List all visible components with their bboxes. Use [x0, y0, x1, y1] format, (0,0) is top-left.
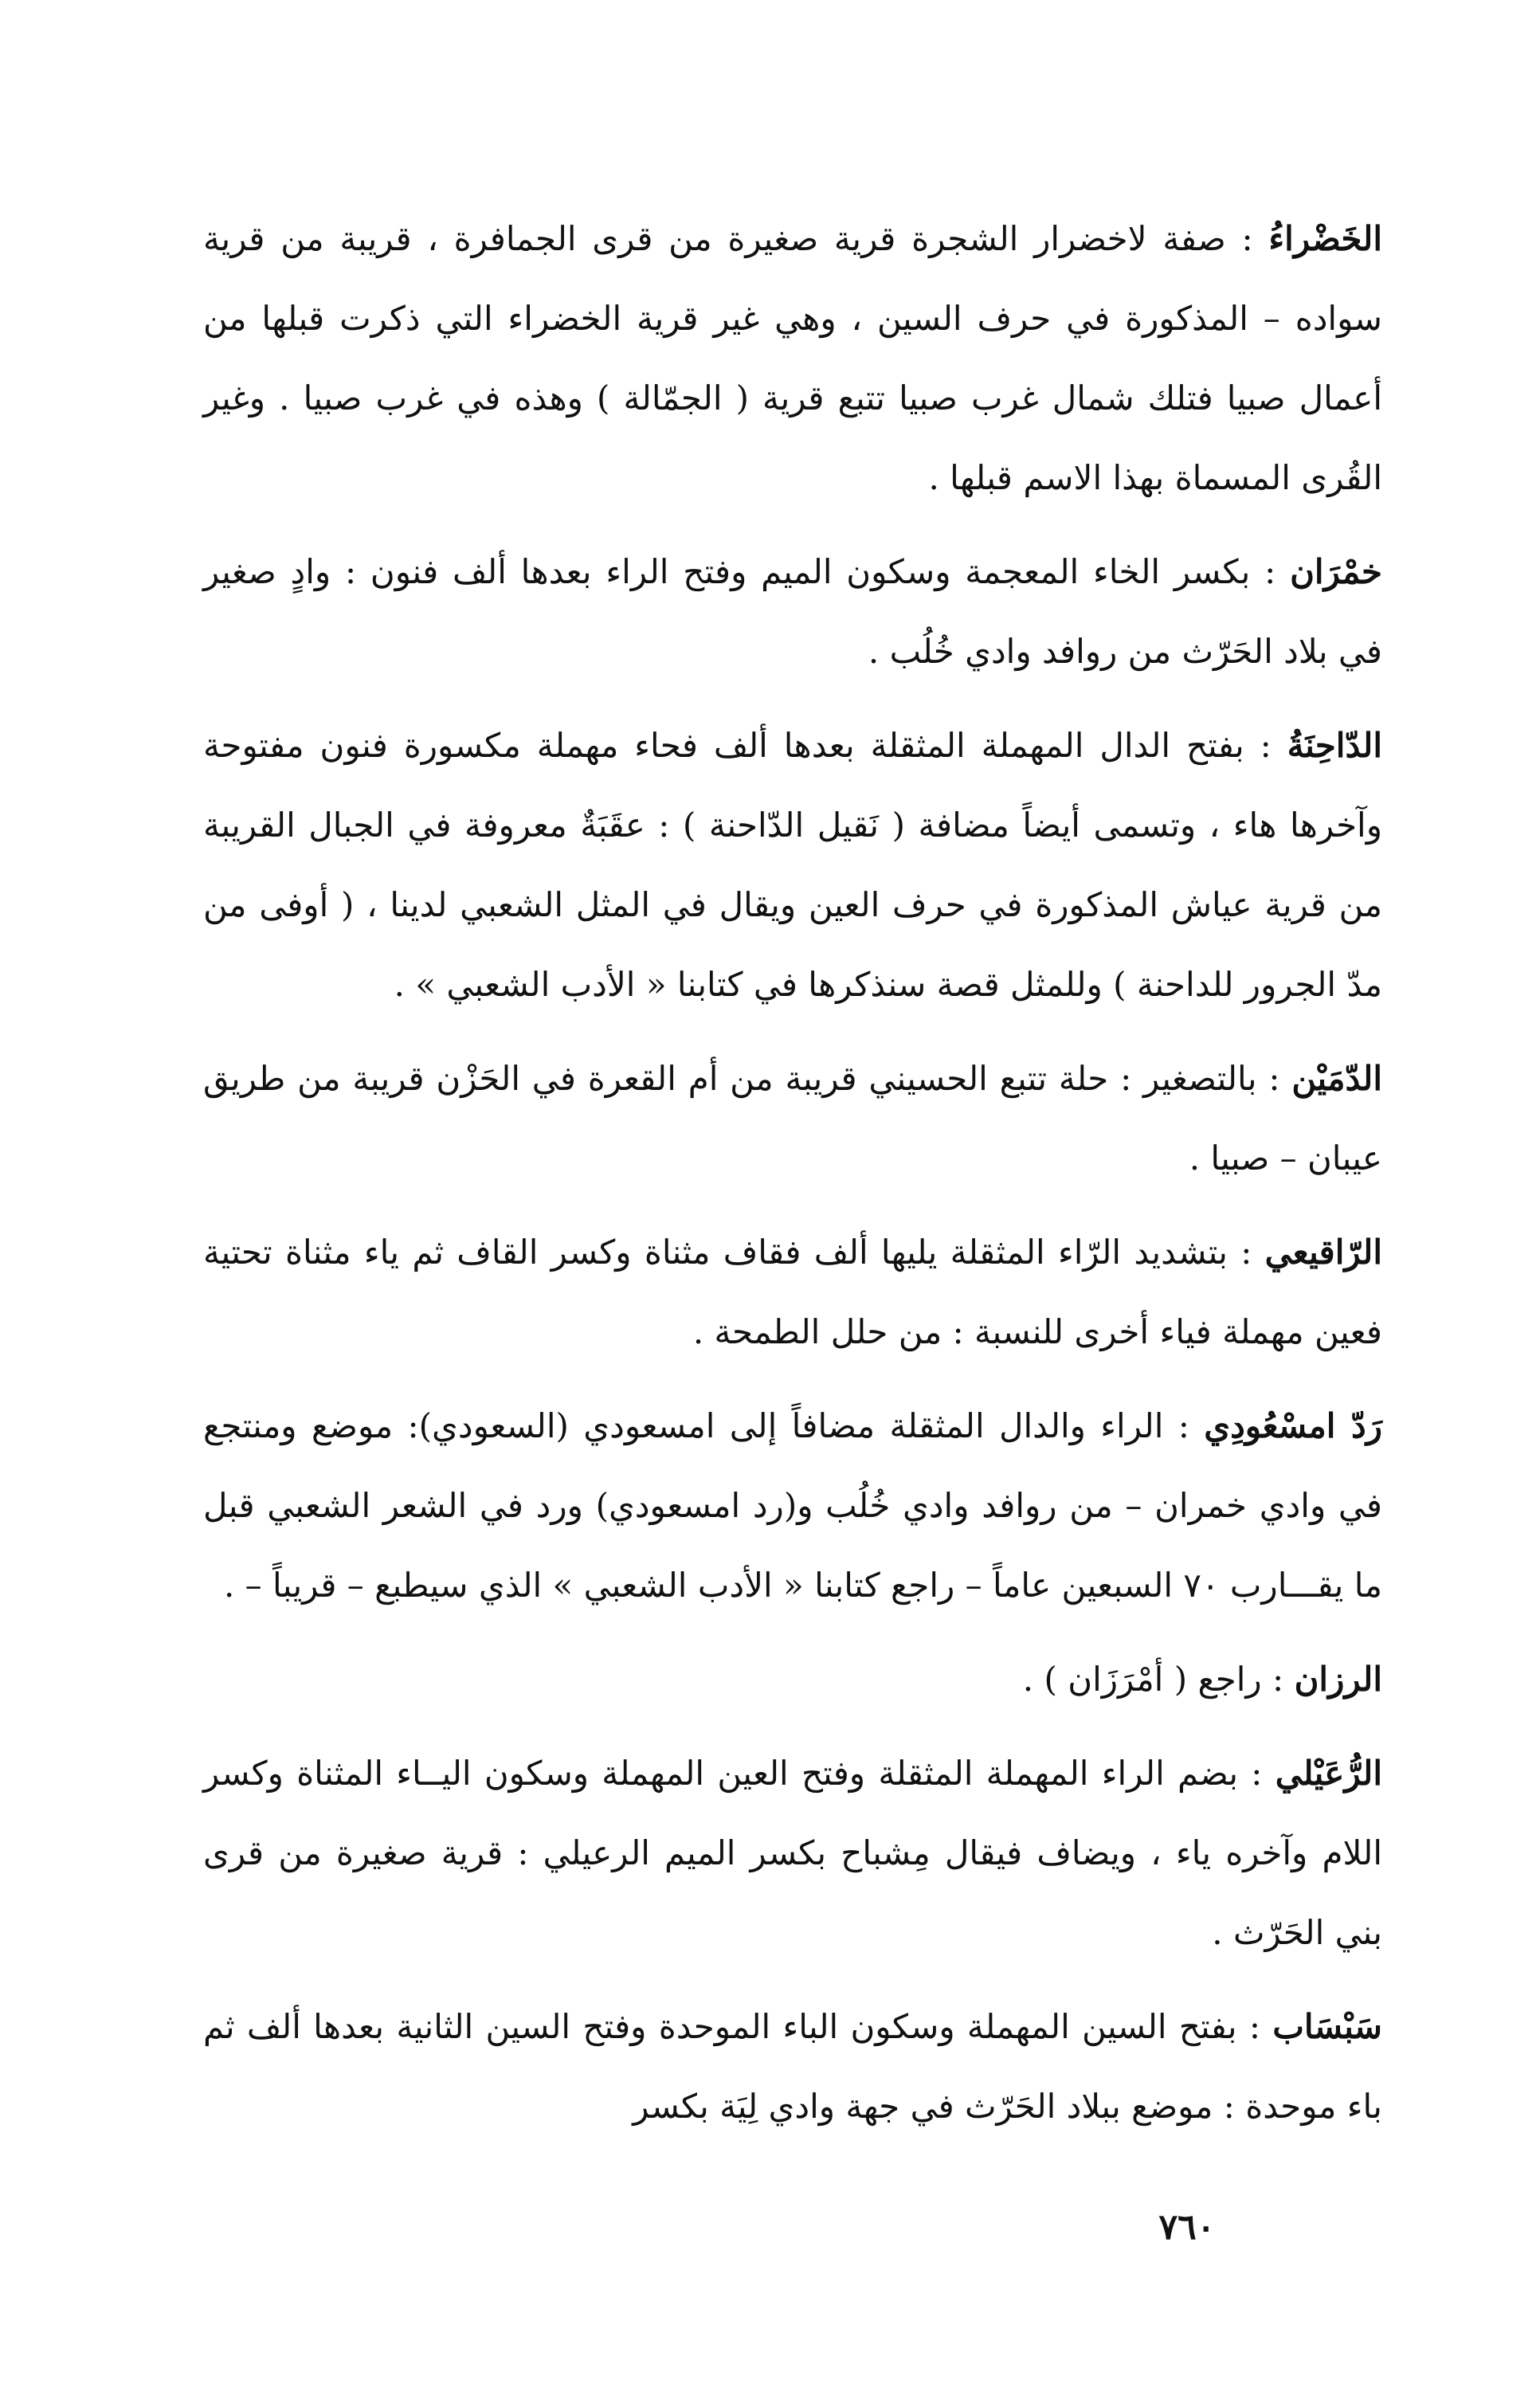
page-text	[203, 199, 1382, 2146]
entry-radd-amsoudi	[203, 1386, 1382, 1625]
entry-ar-ruayli	[203, 1734, 1382, 1973]
entry-body: : بفتح الدال المهملة المثقلة بعدها ألف فحاء مهملة مكسورة فنون مفتوحة وآخرها هاء ، وتسمى أيضاً مضافة ( نَقيل الدّاحنة ) : عقَبَةٌ معروفة في الجبال القريبة من قرية عياش المذكورة في حرف العين ويقال في المثل الشعبي لدينا ، ( أوفى من مدّ الجرور للداحنة ) وللمثل قصة سنذكرها في كتابنا « الأدب الشعبي » .	[203, 726, 1382, 1004]
entry-sabsab	[203, 1987, 1382, 2146]
entry-khamran	[203, 532, 1382, 692]
entry-term: الرّاقيعي	[1264, 1233, 1382, 1272]
entry-al-khadra	[203, 199, 1382, 518]
page-number: ٧٦٠	[1158, 2207, 1216, 2248]
entry-body: : بالتصغير : حلة تتبع الحسيني قريبة من أم القعرة في الحَزْن قريبة من طريق عيبان – صبيا .	[203, 1059, 1382, 1178]
entry-term: الدّاحِنَةُ	[1287, 726, 1382, 765]
entry-term: رَدّ امسْعُودِي	[1204, 1406, 1382, 1445]
entry-ad-dahina	[203, 706, 1382, 1025]
entry-term: الرُّعَيْلي	[1275, 1754, 1382, 1793]
entry-body: : الراء والدال المثقلة مضافاً إلى امسعودي (السعودي): موضع ومنتجع في وادي خمران – من روافد وادي خُلُب و(رد امسعودي) ورد في الشعر الشعبي قبل ما يقـــارب ٧٠ السبعين عاماً – راجع كتابنا « الأدب الشعبي » الذي سيطبع – قريباً – .	[203, 1406, 1382, 1605]
entry-term: الدّمَيْن	[1291, 1059, 1382, 1098]
entry-term: الرزان	[1294, 1660, 1382, 1699]
entry-body: : بفتح السين المهملة وسكون الباء الموحدة وفتح السين الثانية بعدها ألف ثم باء موحدة : موضع ببلاد الحَرّث في جهة وادي لِيَة بكسر	[203, 2007, 1382, 2126]
entry-body: : بتشديد الرّاء المثقلة يليها ألف فقاف مثناة وكسر القاف ثم ياء مثناة تحتية فعين مهملة فياء أخرى للنسبة : من حلل الطمحة .	[203, 1233, 1382, 1351]
entry-body: : بضم الراء المهملة المثقلة وفتح العين المهملة وسكون اليــاء المثناة وكسر اللام وآخره ياء ، ويضاف فيقال مِشباح بكسر الميم الرعيلي : قرية صغيرة من قرى بني الحَرّث .	[203, 1754, 1382, 1952]
entry-term: خمْرَان	[1290, 552, 1382, 591]
entry-body: : صفة لاخضرار الشجرة قرية صغيرة من قرى الجمافرة ، قريبة من قرية سواده – المذكورة في حرف السين ، وهي غير قرية الخضراء التي ذكرت قبلها من أعمال صبيا فتلك شمال غرب صبيا تتبع قرية ( الجمّالة ) وهذه في غرب صبيا . وغير القُرى المسماة بهذا الاسم قبلها .	[203, 219, 1382, 497]
entry-body: : بكسر الخاء المعجمة وسكون الميم وفتح الراء بعدها ألف فنون : وادٍ صغير في بلاد الحَرّث من روافد وادي خُلُب .	[203, 552, 1382, 671]
entry-ar-razan	[203, 1640, 1382, 1719]
entry-ar-raqiei	[203, 1213, 1382, 1372]
entry-term: الخَضْراءُ	[1268, 219, 1382, 258]
entry-ad-dumayn	[203, 1039, 1382, 1198]
entry-body: : راجع ( أمْرَزَان ) .	[1022, 1660, 1295, 1699]
entry-term: سَبْسَاب	[1272, 2007, 1382, 2046]
